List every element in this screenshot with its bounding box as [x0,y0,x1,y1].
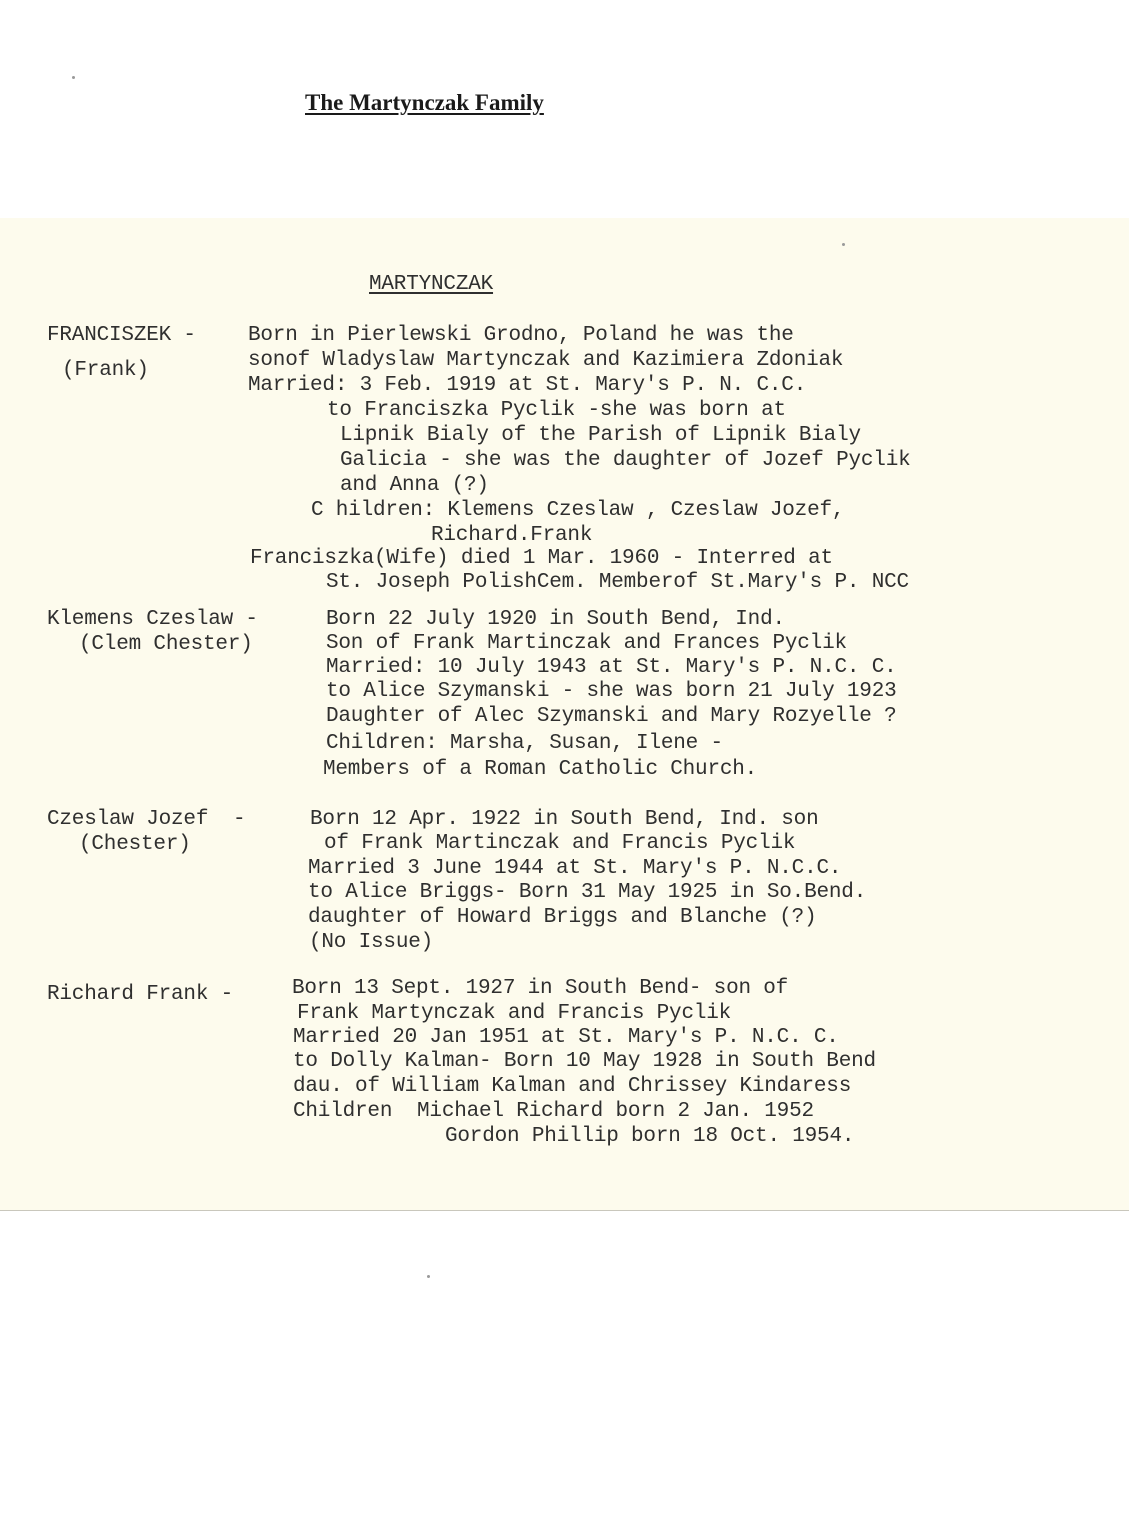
entry-line: Lipnik Bialy of the Parish of Lipnik Bialy [340,424,861,447]
entry-name: Klemens Czeslaw - [47,608,258,631]
entry-line: Franciszka(Wife) died 1 Mar. 1960 - Interred at [250,547,833,570]
entry-line: of Frank Martinczak and Francis Pyclik [324,832,796,855]
entry-line: Married 20 Jan 1951 at St. Mary's P. N.C. C. [293,1026,839,1049]
entry-line: Born 12 Apr. 1922 in South Bend, Ind. son [310,808,819,831]
entry-line: to Alice Szymanski - she was born 21 July 1923 [326,680,897,703]
entry-line: sonof Wladyslaw Martynczak and Kazimiera Zdoniak [248,349,844,372]
entry-line: Members of a Roman Catholic Church. [323,758,758,781]
entry-line: Daughter of Alec Szymanski and Mary Rozyelle ? [326,705,897,728]
entry-line: C hildren: Klemens Czeslaw , Czeslaw Jozef, [311,499,845,522]
entry-line: Children Michael Richard born 2 Jan. 1952 [293,1100,814,1123]
entry-line: dau. of William Kalman and Chrissey Kindaress [293,1075,852,1098]
entry-line: Married: 10 July 1943 at St. Mary's P. N.C. C. [326,656,897,679]
entry-line: Married: 3 Feb. 1919 at St. Mary's P. N. C.C. [248,374,807,397]
scan-speck [72,76,75,79]
entry-line: Born in Pierlewski Grodno, Poland he was the [248,324,794,347]
entry-line: to Dolly Kalman- Born 10 May 1928 in South Bend [293,1050,876,1073]
entry-line: Richard.Frank [431,524,593,547]
scan-speck [842,243,845,246]
entry-line: to Alice Briggs- Born 31 May 1925 in So.Bend. [308,881,867,904]
entry-nickname: (Clem Chester) [79,633,253,656]
entry-line: Born 22 July 1920 in South Bend, Ind. [326,608,785,631]
scan-speck [427,1275,430,1278]
entry-line: and Anna (?) [340,474,489,497]
entry-name: FRANCISZEK - [47,324,196,347]
entry-line: Born 13 Sept. 1927 in South Bend- son of [292,977,789,1000]
entry-line: St. Joseph PolishCem. Memberof St.Mary's P. NCC [326,571,909,594]
entry-nickname: (Chester) [79,833,191,856]
entry-line: Galicia - she was the daughter of Jozef Pyclik [340,449,911,472]
entry-line: Children: Marsha, Susan, Ilene - [326,732,723,755]
entry-line: Married 3 June 1944 at St. Mary's P. N.C.C. [308,857,842,880]
entry-line: Frank Martynczak and Francis Pyclik [297,1002,732,1025]
family-heading: MARTYNCZAK [369,273,494,296]
entry-name: Richard Frank - [47,983,234,1006]
entry-line: Gordon Phillip born 18 Oct. 1954. [445,1125,855,1148]
entry-line: Son of Frank Martinczak and Frances Pyclik [326,632,847,655]
entry-line: (No Issue) [309,931,434,954]
page-title: The Martynczak Family [305,90,544,115]
entry-line: daughter of Howard Briggs and Blanche (?) [308,906,817,929]
entry-name: Czeslaw Jozef - [47,808,246,831]
entry-line: to Franciszka Pyclik -she was born at [327,399,786,422]
entry-nickname: (Frank) [62,359,149,382]
